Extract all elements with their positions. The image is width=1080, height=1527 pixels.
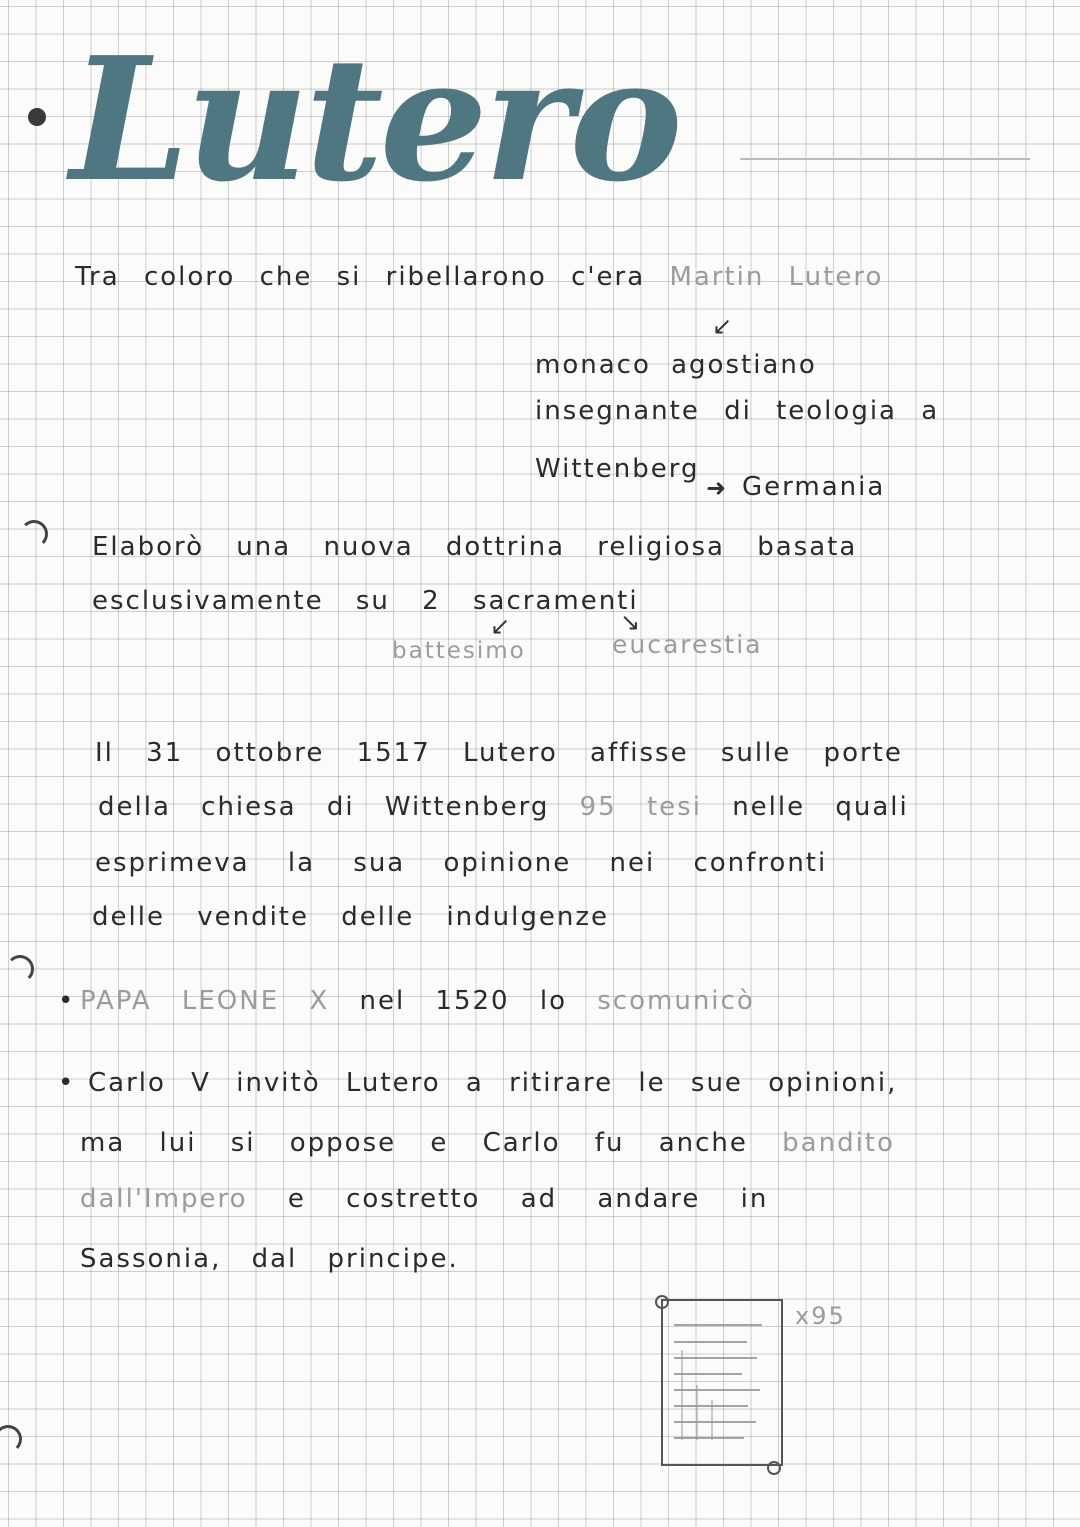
scroll-label: x95 <box>795 1302 846 1330</box>
carlo-banished: bandito <box>782 1128 895 1158</box>
arrow-down-left-icon: ↙ <box>712 312 733 340</box>
arrow-down-right-icon: ↘ <box>620 608 641 636</box>
theses-text: della chiesa di Wittenberg <box>98 792 550 822</box>
arrow-right-icon: ➜ <box>706 474 727 502</box>
sacrament-baptism: battesimo <box>392 638 526 664</box>
carlo-empire: dall'Impero <box>80 1184 248 1214</box>
pope-text: nel 1520 lo <box>359 986 567 1016</box>
pope-action: scomunicò <box>597 986 755 1016</box>
carlo-text: e costretto ad andare in <box>287 1184 769 1214</box>
martin-lutero-name: Martin Lutero <box>669 262 884 292</box>
pope-name: PAPA LEONE X <box>80 986 330 1016</box>
sacrament-eucharist: eucarestia <box>612 630 763 659</box>
theses-text: nelle quali <box>732 792 909 822</box>
theses-line-1: Il 31 ottobre 1517 Lutero affisse sulle porte <box>95 738 903 768</box>
carlo-line-1: Carlo V invitò Lutero a ritirare le sue opinioni, <box>88 1068 898 1098</box>
theses-line-4: delle vendite delle indulgenze <box>92 902 609 932</box>
theses-95: 95 tesi <box>579 792 702 822</box>
doctrine-line-1: Elaborò una nuova dottrina religiosa basata <box>92 532 858 562</box>
binder-hole-icon <box>20 520 48 548</box>
doctrine-line-2: esclusivamente su 2 sacramenti <box>92 586 639 616</box>
pope-line <box>80 986 755 1016</box>
carlo-line-2 <box>80 1128 895 1158</box>
theses-line-2 <box>98 792 909 822</box>
carlo-line-3 <box>80 1184 768 1214</box>
binder-hole-icon <box>0 1425 22 1453</box>
binder-hole-icon <box>28 108 46 126</box>
intro-desc-1: monaco agostiano <box>535 350 817 380</box>
bullet-icon: • <box>58 1068 74 1098</box>
intro-desc-2: insegnante di teologia a <box>535 396 940 426</box>
page-title: Lutero <box>70 20 679 220</box>
scroll-icon <box>652 1290 802 1480</box>
theses-line-3: esprimeva la sua opinione nei confronti <box>95 848 828 878</box>
carlo-text: ma lui si oppose e Carlo fu anche <box>80 1128 748 1158</box>
arrow-down-left-icon: ↙ <box>490 612 511 640</box>
title-underline <box>740 158 1030 160</box>
bullet-icon: • <box>58 986 74 1016</box>
intro-desc-4: Germania <box>742 472 886 502</box>
carlo-line-4: Sassonia, dal principe. <box>80 1244 459 1274</box>
binder-hole-icon <box>6 955 34 983</box>
intro-line <box>75 262 883 292</box>
intro-desc-3: Wittenberg <box>535 454 700 484</box>
intro-text: Tra coloro che si ribellarono c'era <box>75 262 646 292</box>
